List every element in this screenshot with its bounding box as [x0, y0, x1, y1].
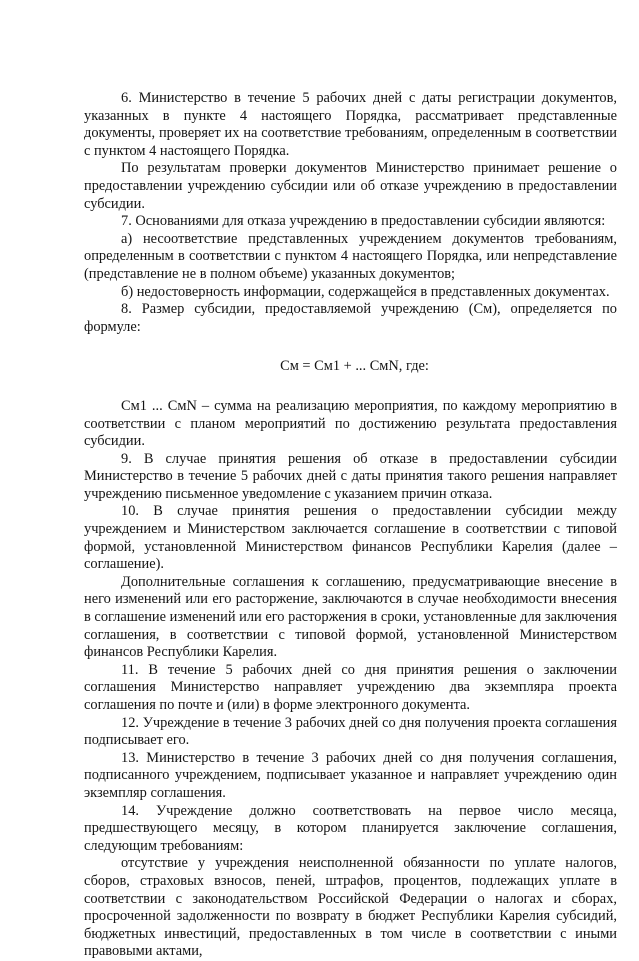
paragraph-14: 14. Учреждение должно соответствовать на первое число месяца, предшествующего месяцу, в котором планируется заключение соглашения, следующим требованиям: — [84, 802, 617, 854]
subsidy-formula: См = См1 + ... СмN, где: — [280, 358, 429, 375]
paragraph-11: 11. В течение 5 рабочих дней со дня принятия решения о заключении соглашения Министерство направляет учреждению два экземпляра проекта соглашения по почте и (или) в форме электронного документа. — [84, 661, 617, 713]
paragraph-7: 7. Основаниями для отказа учреждению в предоставлении субсидии являются: — [121, 213, 606, 230]
paragraph-10: 10. В случае принятия решения о предоставлении субсидии между учреждением и Министерством заключается соглашение в соответствии с типовой формой, установленной Министерством финансов Республики Карелия (далее – соглашение). — [84, 503, 617, 573]
paragraph-12: 12. Учреждение в течение 3 рабочих дней со дня получения проекта соглашения подписывает его. — [84, 714, 617, 749]
paragraph-13: 13. Министерство в течение 3 рабочих дней со дня получения соглашения, подписанного учреждением, подписывает указанное и направляет учреждению один экземпляр соглашения. — [84, 749, 617, 801]
paragraph-review-result: По результатам проверки документов Министерство принимает решение о предоставлении учреждению субсидии или об отказе учреждению в предоставлении субсидии. — [84, 160, 617, 212]
paragraph-formula-definition: См1 ... СмN – сумма на реализацию мероприятия, по каждому мероприятию в соответствии с планом мероприятий по достижению результата предоставления субсидии. — [84, 397, 617, 450]
paragraph-6: 6. Министерство в течение 5 рабочих дней с даты регистрации документов, указанных в пункте 4 настоящего Порядка, рассматривает представленные документы, проверяет их на соответствие требованиям, определенным в соответствии с пунктом 4 настоящего Порядка. — [84, 90, 617, 159]
paragraph-9: 9. В случае принятия решения об отказе в предоставлении субсидии Министерство в течение 5 рабочих дней с даты принятия такого решения направляет учреждению письменное уведомление с указанием причин отказа. — [84, 450, 617, 502]
paragraph-additional-agreements: Дополнительные соглашения к соглашению, предусматривающие внесение в него изменений или его расторжение, заключаются в случае необходимости внесения в соглашение изменений или его расторжения в сроки, установленные для заключения соглашения, в соответствии с типовой формой, установленной Министерством финансов Республики Карелия. — [84, 573, 617, 661]
paragraph-7b: б) недостоверность информации, содержащейся в представленных документах. — [121, 283, 610, 300]
paragraph-14-requirement: отсутствие у учреждения неисполненной обязанности по уплате налогов, сборов, страховых взносов, пеней, штрафов, процентов, подлежащих уплате в соответствии с законодательством Российской Федерации о налогах и сборах, просроченной задолженности по возврату в бюджет Республики Карелия субсидий, бюджетных инвестиций, предоставленных в том числе в соответствии с иными правовыми актами, — [84, 855, 617, 960]
paragraph-8: 8. Размер субсидии, предоставляемой учреждению (См), определяется по формуле: — [84, 301, 617, 335]
paragraph-7a: а) несоответствие представленных учреждением документов требованиям, определенным в соответствии с пунктом 4 настоящего Порядка, или непредставление (представление не в полном объеме) указанных документов; — [84, 230, 617, 282]
